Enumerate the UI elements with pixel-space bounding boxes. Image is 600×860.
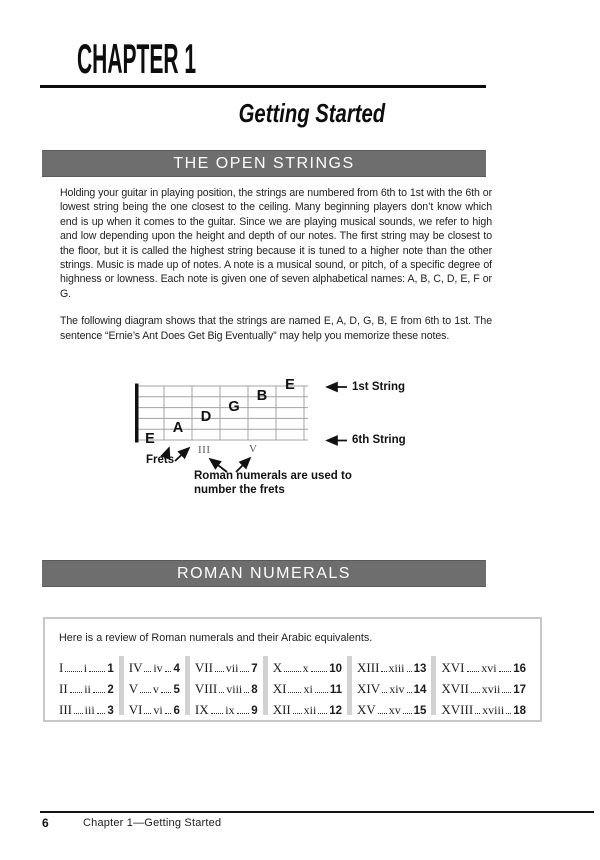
string-letter-6: E xyxy=(145,431,155,448)
roman-lowercase: xi xyxy=(303,682,313,696)
string-letter-3: G xyxy=(228,398,240,415)
roman-lowercase: ii xyxy=(84,682,91,696)
roman-numeral-column xyxy=(357,654,426,717)
dot-leader xyxy=(288,692,301,693)
roman-lowercase: x xyxy=(302,661,309,675)
roman-lowercase: xii xyxy=(303,703,317,717)
roman-uppercase: V xyxy=(128,681,139,696)
dot-leader xyxy=(378,713,387,714)
dot-leader xyxy=(97,713,106,714)
label-frets: Frets xyxy=(146,454,175,466)
section-title-roman-numerals: ROMAN NUMERALS xyxy=(177,565,351,582)
roman-uppercase: II xyxy=(59,681,68,696)
dot-leader xyxy=(403,713,412,714)
roman-numeral-entry xyxy=(357,675,426,696)
roman-numeral-entry xyxy=(273,654,342,675)
chapter-subtitle-wrap xyxy=(12,100,600,127)
string-letter-2: B xyxy=(256,387,268,404)
arabic-number: 10 xyxy=(329,663,343,675)
footer-text: Chapter 1—Getting Started xyxy=(83,817,222,829)
roman-lowercase: iv xyxy=(153,661,163,675)
roman-numeral-entry xyxy=(59,696,114,717)
dot-leader xyxy=(499,671,512,672)
roman-numeral-entry xyxy=(441,675,526,696)
dot-leader xyxy=(311,671,328,672)
roman-numeral-entry xyxy=(441,654,526,675)
dot-leader xyxy=(219,692,224,693)
arabic-number: 3 xyxy=(107,705,114,717)
roman-lowercase: v xyxy=(152,682,159,696)
arabic-number: 8 xyxy=(251,684,258,696)
roman-numeral-column xyxy=(195,654,258,717)
dot-leader xyxy=(318,713,327,714)
roman-lowercase: xvi xyxy=(481,661,497,675)
fretboard-nut xyxy=(135,384,139,443)
roman-numeral-entry xyxy=(441,696,526,717)
dot-leader xyxy=(381,671,386,672)
dot-leader xyxy=(74,713,83,714)
roman-numeral-entry xyxy=(129,675,180,696)
roman-lowercase: xv xyxy=(388,703,401,717)
label-first-string: 1st String xyxy=(352,381,406,393)
chapter-subtitle: Getting Started xyxy=(238,98,386,128)
roman-uppercase: X xyxy=(272,660,283,675)
dot-leader xyxy=(315,692,328,693)
dot-leader xyxy=(240,671,249,672)
roman-lowercase: xviii xyxy=(482,703,505,717)
column-separator xyxy=(347,656,352,715)
roman-uppercase: XVII xyxy=(441,681,469,696)
diagram-caption: Roman numerals are used to number the frets xyxy=(194,470,352,496)
arabic-number: 5 xyxy=(173,684,180,696)
body-copy xyxy=(60,186,492,356)
roman-numeral-entry xyxy=(273,675,342,696)
dot-leader xyxy=(407,671,412,672)
dot-leader xyxy=(161,692,172,693)
dot-leader xyxy=(215,671,224,672)
roman-uppercase: VI xyxy=(128,702,143,717)
arrow-frets-right xyxy=(175,448,189,461)
arabic-number: 1 xyxy=(107,663,114,675)
dot-leader xyxy=(284,671,301,672)
arabic-number: 9 xyxy=(251,705,258,717)
dot-leader xyxy=(65,671,81,672)
roman-uppercase: III xyxy=(59,702,72,717)
arabic-number: 4 xyxy=(173,663,180,675)
roman-uppercase: XI xyxy=(272,681,287,696)
page-number: 6 xyxy=(42,816,49,830)
dot-leader xyxy=(407,692,412,693)
roman-numeral-entry xyxy=(129,696,180,717)
string-letter-4: D xyxy=(200,409,212,426)
dot-leader xyxy=(237,713,250,714)
string-letter-1: E xyxy=(285,377,295,394)
roman-lowercase: xvii xyxy=(481,682,501,696)
roman-lowercase: ix xyxy=(225,703,235,717)
roman-numerals-box xyxy=(43,617,542,722)
string-letter-5: A xyxy=(172,420,184,437)
dot-leader xyxy=(165,671,172,672)
dot-leader xyxy=(471,692,480,693)
fret-numeral-3: III xyxy=(198,444,211,456)
roman-uppercase: XV xyxy=(357,702,376,717)
column-separator xyxy=(263,656,268,715)
arabic-number: 18 xyxy=(513,705,526,717)
chapter-heading: CHAPTER 1 xyxy=(77,35,197,82)
dot-leader xyxy=(506,713,511,714)
roman-uppercase: XIV xyxy=(357,681,381,696)
dot-leader xyxy=(475,713,480,714)
roman-lowercase: xiii xyxy=(388,661,405,675)
roman-numeral-entry xyxy=(357,696,426,717)
arabic-number: 15 xyxy=(413,705,427,717)
roman-numeral-entry xyxy=(59,654,114,675)
column-separator xyxy=(119,656,124,715)
arabic-number: 16 xyxy=(513,663,526,675)
section-bar-roman-numerals xyxy=(42,560,486,587)
dot-leader xyxy=(382,692,387,693)
roman-uppercase: XVIII xyxy=(441,702,474,717)
footer-rule xyxy=(40,811,594,813)
roman-numeral-entry xyxy=(195,675,258,696)
roman-numeral-entry xyxy=(59,675,114,696)
dot-leader xyxy=(89,671,105,672)
roman-numeral-entry xyxy=(357,654,426,675)
roman-numeral-column xyxy=(273,654,342,717)
roman-numeral-column xyxy=(129,654,180,717)
column-separator xyxy=(185,656,190,715)
section-title-open-strings: THE OPEN STRINGS xyxy=(173,155,355,172)
arabic-number: 2 xyxy=(107,684,114,696)
section-bar-open-strings xyxy=(42,150,486,177)
dot-leader xyxy=(140,692,151,693)
roman-numeral-column xyxy=(59,654,114,717)
roman-lowercase: iii xyxy=(84,703,95,717)
paragraph-open-strings-2: The following diagram shows that the strings are named E, A, D, G, B, E from 6th to 1st. The sentence “Ernie’s Ant Does Get Big Eventually” may help you memorize these notes. xyxy=(60,315,492,342)
roman-uppercase: IX xyxy=(194,702,209,717)
arabic-number: 6 xyxy=(173,705,180,717)
roman-numeral-entry xyxy=(195,696,258,717)
arabic-number: 12 xyxy=(329,705,343,717)
roman-uppercase: VIII xyxy=(194,681,218,696)
column-separator xyxy=(431,656,436,715)
roman-lowercase: i xyxy=(83,661,88,675)
fret-numeral-5: V xyxy=(249,443,258,455)
dot-leader xyxy=(244,692,249,693)
arabic-number: 14 xyxy=(413,684,427,696)
roman-lowercase: viii xyxy=(226,682,243,696)
roman-uppercase: VII xyxy=(194,660,213,675)
roman-lowercase: vi xyxy=(153,703,163,717)
roman-numeral-entry xyxy=(195,654,258,675)
dot-leader xyxy=(93,692,106,693)
roman-uppercase: IV xyxy=(128,660,143,675)
dot-leader xyxy=(502,692,511,693)
dot-leader xyxy=(467,671,480,672)
roman-lowercase: vii xyxy=(225,661,239,675)
roman-numeral-entry xyxy=(129,654,180,675)
arabic-number: 17 xyxy=(513,684,526,696)
roman-uppercase: I xyxy=(59,660,64,675)
dot-leader xyxy=(165,713,172,714)
roman-numerals-intro: Here is a review of Roman numerals and their Arabic equivalents. xyxy=(59,632,373,644)
fretboard-grid xyxy=(136,386,308,440)
dot-leader xyxy=(70,692,83,693)
roman-lowercase: xiv xyxy=(389,682,405,696)
roman-numeral-column xyxy=(441,654,526,717)
chapter-rule xyxy=(40,85,486,88)
roman-uppercase: XVI xyxy=(441,660,465,675)
dot-leader xyxy=(293,713,302,714)
paragraph-open-strings-1: Holding your guitar in playing position, the strings are numbered from 6th to 1st with the 6th or lowest string being the one closest to the ceiling. Many beginning players don’t know which end is up when it comes to the guitar. Since we are playing musical sounds, we refer to high and low depending upon the height and depth of our notes. The first string may be closest to the floor, but it is called the highest string because it is tuned to a higher note than the other strings. Music is made up of notes. A note is a musical sound, or pitch, of a specific degree of highness or lowness. Each note is given one of seven alphabetical names: A, B, C, D, E, F or G. xyxy=(60,187,492,300)
label-sixth-string: 6th String xyxy=(352,434,406,446)
roman-uppercase: XIII xyxy=(357,660,380,675)
dot-leader xyxy=(144,713,151,714)
arabic-number: 11 xyxy=(329,684,343,696)
arabic-number: 7 xyxy=(251,663,258,675)
fretboard-diagram xyxy=(0,370,600,510)
roman-numeral-entry xyxy=(273,696,342,717)
arabic-number: 13 xyxy=(413,663,427,675)
roman-numerals-table xyxy=(59,654,526,717)
roman-uppercase: XII xyxy=(272,702,291,717)
dot-leader xyxy=(211,713,224,714)
dot-leader xyxy=(144,671,151,672)
